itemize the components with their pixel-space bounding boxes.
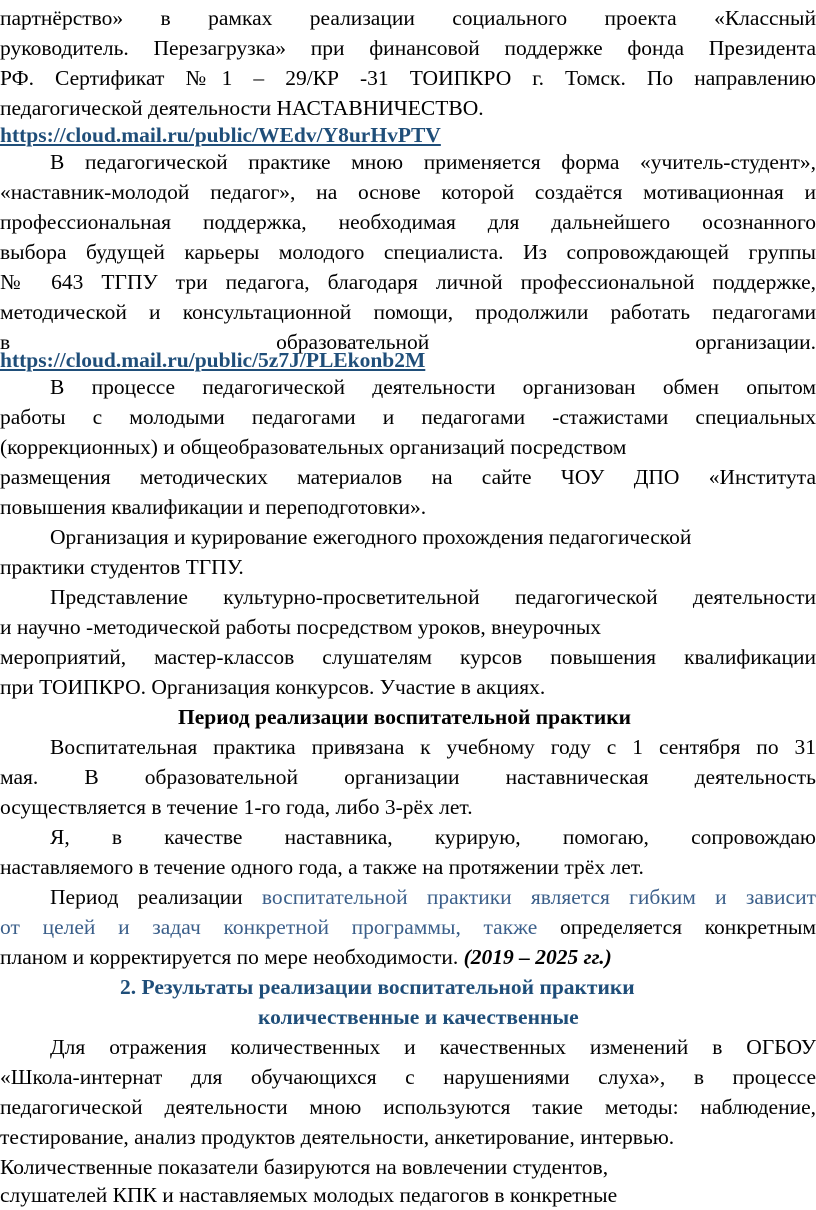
cloud-link-2-text[interactable]: https://cloud.mail.ru/public/5z7J/PLEkonb2M xyxy=(0,348,426,372)
text-span: Период реализации xyxy=(50,885,262,909)
paragraph-line: партнёрство» в рамках реализации социального проекта «Классный xyxy=(0,6,816,30)
paragraph-line: мая. В образовательной организации наставническая деятельность xyxy=(0,765,816,789)
paragraph-line: практики студентов ТГПУ. xyxy=(0,555,244,579)
paragraph-line xyxy=(0,942,816,972)
section-heading-results: 2. Результаты реализации воспитательной практики xyxy=(120,975,635,999)
paragraph-line xyxy=(0,882,816,912)
cloud-link-1-text[interactable]: https://cloud.mail.ru/public/WEdv/Y8urHvPTV xyxy=(0,123,441,147)
paragraph-line: Я, в качестве наставника, курирую, помогаю, сопровождаю xyxy=(50,825,816,849)
paragraph-line: тестирование, анализ продуктов деятельности, анкетирование, интервью. xyxy=(0,1125,675,1149)
paragraph-line: Организация и курирование ежегодного прохождения педагогической xyxy=(50,525,692,549)
paragraph-line: РФ. Сертификат №1 – 29/КР -31 ТОИПКРО г. Томск. По направлению xyxy=(0,66,816,90)
paragraph-line: в образовательной организации. xyxy=(0,330,816,354)
paragraph-line: № 643 ТГПУ три педагога, благодаря личной профессиональной поддержке, xyxy=(0,270,816,294)
period-years: (2019 – 2025 гг.) xyxy=(463,945,612,969)
text-span: определяется конкретным xyxy=(537,915,816,939)
paragraph-line: и научно -методической работы посредством уроков, внеурочных xyxy=(0,615,602,639)
paragraph-line: руководитель. Перезагрузка» при финансовой поддержке фонда Президента xyxy=(0,36,816,60)
section-heading-period: Период реализации воспитательной практики xyxy=(178,705,632,729)
paragraph-line: мероприятий, мастер-классов слушателям курсов повышения квалификации xyxy=(0,645,816,669)
paragraph-line: «Школа-интернат для обучающихся с нарушениями слуха», в процессе xyxy=(0,1065,816,1089)
highlighted-text: от целей и задач конкретной программы, также xyxy=(0,915,538,939)
paragraph-line: наставляемого в течение одного года, а также на протяжении трёх лет. xyxy=(0,855,644,879)
paragraph-line: Воспитательная практика привязана к учебному году с 1 сентября по 31 xyxy=(50,735,816,759)
paragraph-line: (коррекционных) и общеобразовательных организаций посредством xyxy=(0,435,627,459)
paragraph-line: повышения квалификации и переподготовки». xyxy=(0,495,427,519)
paragraph-line: педагогической деятельности НАСТАВНИЧЕСТВО. xyxy=(0,96,484,120)
paragraph-line: размещения методических материалов на сайте ЧОУ ДПО «Института xyxy=(0,465,816,489)
paragraph-line: при ТОИПКРО. Организация конкурсов. Участие в акциях. xyxy=(0,675,546,699)
cloud-link-2[interactable] xyxy=(0,345,816,375)
paragraph-line: Для отражения количественных и качественных изменений в ОГБОУ xyxy=(50,1035,816,1059)
paragraph-line: профессиональная поддержка, необходимая для дальнейшего осознанного xyxy=(0,210,816,234)
paragraph-line: В процессе педагогической деятельности организован обмен опытом xyxy=(50,375,816,399)
paragraph-line: Представление культурно-просветительной педагогической деятельности xyxy=(50,585,816,609)
paragraph-line: работы с молодыми педагогами и педагогами -стажистами специальных xyxy=(0,405,816,429)
paragraph-line: Количественные показатели базируются на вовлечении студентов, xyxy=(0,1155,609,1179)
paragraph-line: педагогической деятельности мною используются такие методы: наблюдение, xyxy=(0,1095,816,1119)
paragraph-line: выбора будущей карьеры молодого специалиста. Из сопровождающей группы xyxy=(0,240,816,264)
paragraph-line xyxy=(0,912,816,942)
paragraph-line: методической и консультационной помощи, продолжили работать педагогами xyxy=(0,300,816,324)
section-subheading-results: количественные и качественные xyxy=(258,1005,579,1029)
cloud-link-1[interactable] xyxy=(0,120,816,150)
paragraph-line: «наставник-молодой педагог», на основе которой создаётся мотивационная и xyxy=(0,180,816,204)
paragraph-line: В педагогической практике мною применяется форма «учитель-студент», xyxy=(50,150,816,174)
paragraph-line: осуществляется в течение 1-го года, либо 3-рёх лет. xyxy=(0,795,473,819)
text-span: планом и корректируется по мере необходимости. xyxy=(0,945,464,969)
highlighted-text: воспитательной практики является гибким и зависит xyxy=(261,885,816,909)
paragraph-line: слушателей КПК и наставляемых молодых педагогов в конкретные xyxy=(0,1183,618,1207)
